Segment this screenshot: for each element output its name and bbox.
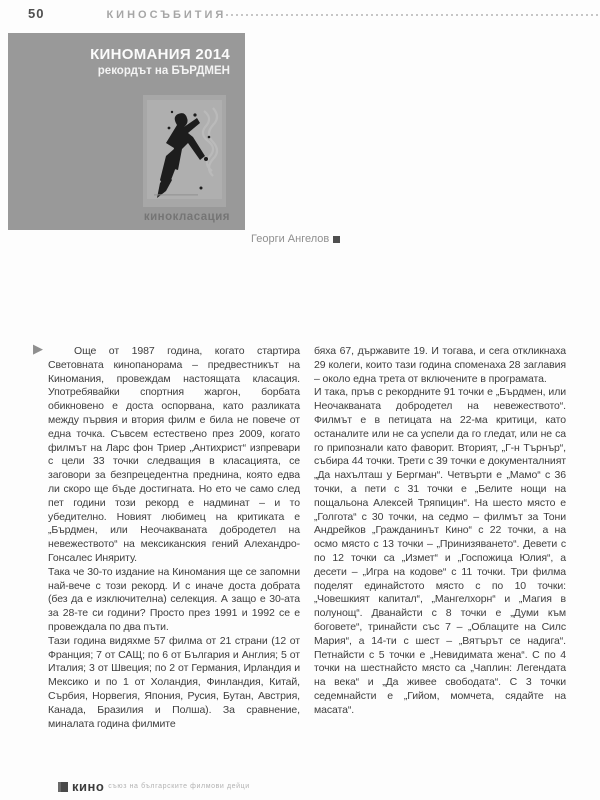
- poster-title: КИНОМАНИЯ 2014: [90, 46, 230, 63]
- paragraph: И така, пръв с рекордните 91 точки е „Бърдмен, или Неочакваната добродетел на невежеството“. Филмът е в петицата на 22-ма критици, като останалите или не са успели да го гледат, или не са го припознали като фаворит. Вторият, „Г-н Търнър“, събира 44 точки. Трети с 39 точки е документалният „Да нахълташ у Бергман“. Четвърти е „Мамо“ с 36 точки, а пети с 31 точки е „Белите нощи на пощальона Алексей Тряпицин“. На шесто място е „Голгота“ с 30 точки, на седмо – филмът за Тони Андрейков „Гражданинът Кино“ с 22 точки, а на осмо място с 13 точки – „Принизяването“. Девети с по 12 точки са „Измет“ и „Госпожица Юлия“, а десети – „Игра на кодове“ с 11 точки. Три филма поделят единайстото място с по 10 точки: „Човешкият капитал“, „Мангелхорн“ и „Магия в полунощ“. Дванайсти с 8 точки е „Думи към боговете“, тринайсти със 7 – „Облаците на Силс Мария“, а 14-ти с шест – „Вятърът се надига“. Петнайсти с 5 точки е „Невидимата жена“. С по 4 точки на шестнайсто място са „Чаплин: Легендата на века“ и „Да живее свободата“. С 3 точки седемнайсти е „Гийом, момчета, сядайте на масата“.: [314, 386, 566, 716]
- page-number: 50: [28, 6, 45, 21]
- publisher-logo-icon: [58, 782, 68, 792]
- dotted-leader: [226, 14, 600, 17]
- paragraph-start-icon: ▶: [33, 341, 43, 356]
- publisher-logo-text: кино: [72, 779, 105, 794]
- byline: [251, 233, 340, 245]
- article-column-right: [314, 345, 566, 731]
- feature-poster: [8, 33, 245, 230]
- byline-square-icon: [333, 236, 340, 243]
- article-column-left: [48, 345, 300, 731]
- paragraph: Още от 1987 година, когато стартира Световната кинопанорама – предвестникът на Киномания, провеждам настоящата класация. Употребявайки спортния жаргон, борбата обикновено е доста оспорвана, като разликата между първия и втория филм е била не повече от една точка. Съвсем естествено през 2009, когато филмът на Ларс фон Триер „Антихрист“ изпревари с цели 33 точки следващия в класацията, се заговори за безпрецедентна преднина, която едва ли скоро ще бъде достигната. Но ето че само след пет години този рекорд е надминат – и то убедително. Новият любимец на критиката е „Бърдмен, или Неочакваната добродетел на невежеството“ на мексиканския гений Алехандро-Гонсалес Иняриту.: [48, 345, 300, 564]
- paragraph: Тази година видяхме 57 филма от 21 страни (12 от Франция; 7 от САЩ; по 6 от България и Англия; 5 от Италия; 3 от Швеция; по 2 от Германия, Ирландия и Мексико и по 1 от Холандия, Финландия, Китай, Сърбия, Норвегия, Япония, Русия, Бутан, Австрия, Канада, Бразилия и Полша). За сравнение, миналата година филмите: [48, 634, 300, 730]
- paragraph: Така че 30-то издание на Киномания ще се запомни най-вече с този рекорд. И с иначе доста добрата (без да е изключителна) селекция. А защо е 30-ата за 28-те си години? Просто през 1991 и 1992 се е провеждала по два пъти.: [48, 565, 300, 633]
- section-title: КИНОСЪБИТИЯ: [106, 9, 227, 21]
- page-footer: [58, 779, 250, 794]
- article-body: [48, 345, 566, 731]
- poster-caption: кинокласация: [143, 211, 230, 223]
- birdman-figure-illustration: [143, 95, 226, 207]
- poster-artwork: [143, 95, 226, 207]
- publisher-tagline: съюз на българските филмови дейци: [108, 783, 250, 790]
- paragraph: бяха 67, държавите 19. И тогава, и сега откликнаха 29 колеги, които тази година споменаха 28 заглавия – около една трета от включените в програмата.: [314, 345, 566, 385]
- poster-subtitle: рекордът на БЪРДМЕН: [97, 65, 230, 77]
- author-name: Георги Ангелов: [251, 233, 330, 245]
- page-header: [28, 6, 600, 20]
